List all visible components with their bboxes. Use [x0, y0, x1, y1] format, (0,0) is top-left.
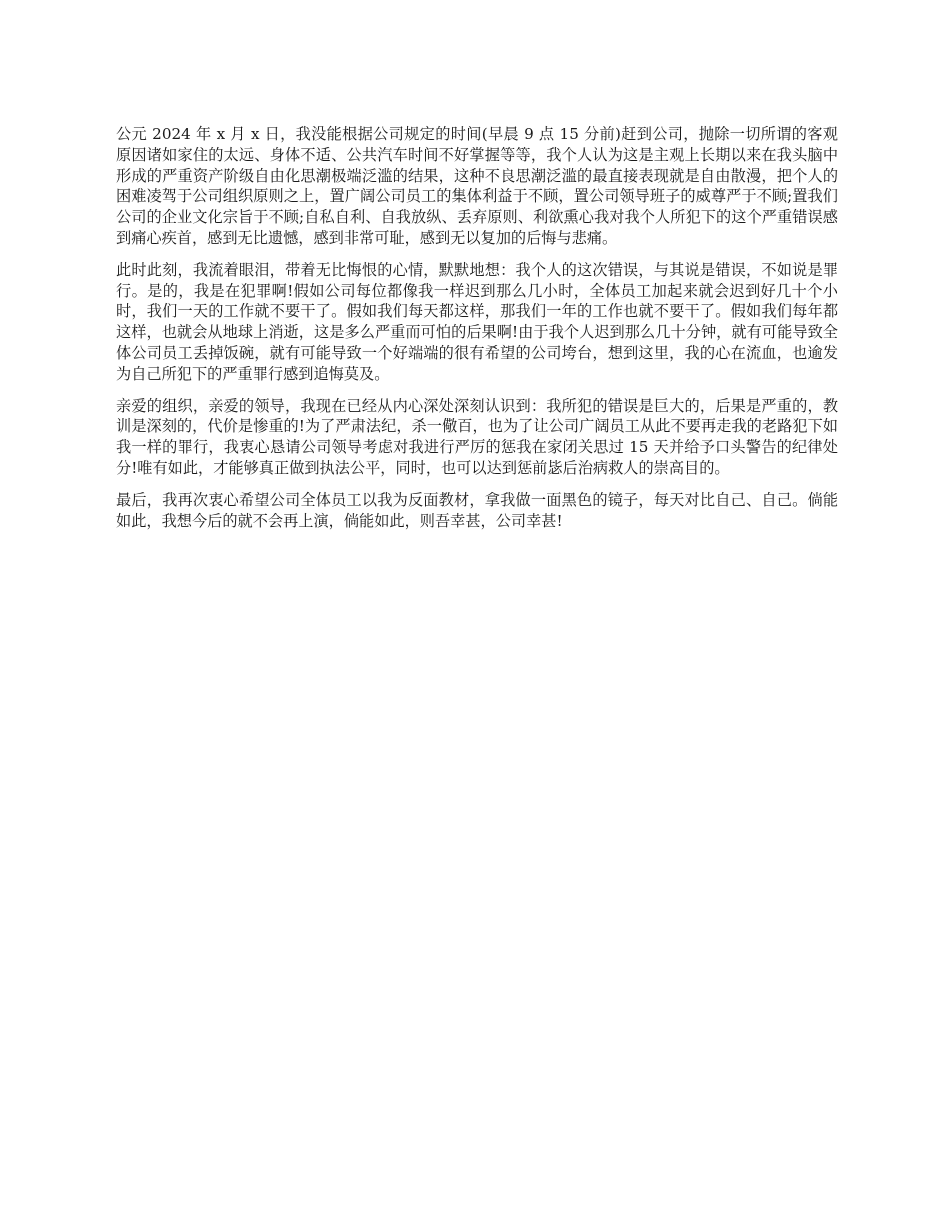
paragraph-4: 最后，我再次衷心希望公司全体员工以我为反面教材，拿我做一面黑色的镜子，每天对比自己、自己。倘能如此，我想今后的就不会再上演，倘能如此，则吾幸甚，公司幸甚! [116, 490, 838, 530]
paragraph-3: 亲爱的组织，亲爱的领导，我现在已经从内心深处深刻认识到：我所犯的错误是巨大的，后果是严重的，教训是深刻的，代价是惨重的!为了严肃法纪，杀一儆百，也为了让公司广阔员工从此不要再走我的老路犯下如我一样的罪行，我衷心恳请公司领导考虑对我进行严厉的惩我在家闭关思过 15 天并给予口头警告的纪律处分!唯有如此，才能够真正做到执法公平，同时，也可以达到惩前毖后治病救人的崇高目的。 [116, 396, 838, 477]
document-body [116, 124, 838, 542]
paragraph-1: 公元 2024 年 x 月 x 日，我没能根据公司规定的时间(早晨 9 点 15 分前)赶到公司，抛除一切所谓的客观原因诸如家住的太远、身体不适、公共汽车时间不好掌握等等，我个人认为这是主观上长期以来在我头脑中形成的严重资产阶级自由化思潮极端泛滥的结果，这种不良思潮泛滥的最直接表现就是自由散漫，把个人的困难凌驾于公司组织原则之上，置广阔公司员工的集体利益于不顾，置公司领导班子的威尊严于不顾;置我们公司的企业文化宗旨于不顾;自私自利、自我放纵、丢弃原则、利欲熏心我对我个人所犯下的这个严重错误感到痛心疾首，感到无比遗憾，感到非常可耻，感到无以复加的后悔与悲痛。 [116, 125, 838, 247]
paragraph-2: 此时此刻，我流着眼泪，带着无比悔恨的心情，默默地想：我个人的这次错误，与其说是错误，不如说是罪行。是的，我是在犯罪啊!假如公司每位都像我一样迟到那么几小时，全体员工加起来就会迟到好几十个小时，我们一天的工作就不要干了。假如我们每天都这样，那我们一年的工作也就不要干了。假如我们每年都这样，也就会从地球上消逝，这是多么严重而可怕的后果啊!由于我个人迟到那么几十分钟，就有可能导致全体公司员工丢掉饭碗，就有可能导致一个好端端的很有希望的公司垮台，想到这里，我的心在流血，也逾发为自己所犯下的严重罪行感到追悔莫及。 [116, 260, 838, 383]
